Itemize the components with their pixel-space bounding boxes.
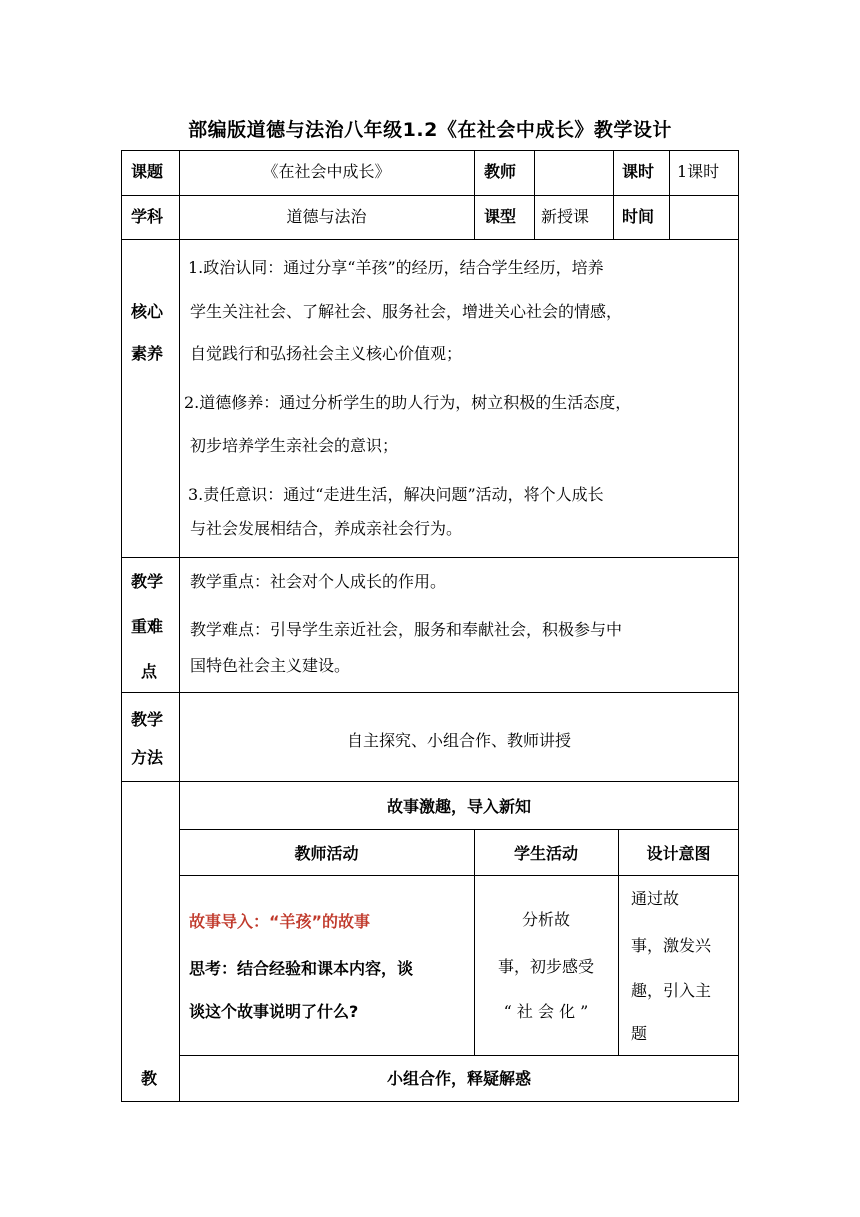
intent-line4: 题: [631, 1024, 648, 1043]
label-hours: 课时: [622, 162, 655, 181]
key-point: 教学重点：社会对个人成长的作用。: [190, 572, 447, 591]
student-line2: 事，初步感受: [497, 957, 594, 976]
intent-line3: 趣，引入主: [631, 981, 712, 1000]
label-topic: 课题: [131, 162, 164, 181]
label-method-1: 教学: [131, 710, 164, 729]
teacher-question-line1: 思考：结合经验和课本内容，谈: [189, 959, 414, 978]
label-method-2: 方法: [131, 748, 164, 767]
difficult-line1: 教学难点：引导学生亲近社会，服务和奉献社会，积极参与中: [190, 620, 623, 639]
label-subject: 学科: [131, 207, 164, 226]
core-p2-line2: 初步培养学生亲社会的意识；: [190, 436, 399, 455]
core-p2-line1: 2.道德修养：通过分析学生的助人行为，树立积极的生活态度，: [184, 393, 632, 412]
core-p1-line1: 1.政治认同：通过分享“羊孩”的经历，结合学生经历，培养: [188, 258, 604, 277]
core-p1-line3: 自觉践行和弘扬社会主义核心价值观；: [190, 344, 463, 363]
label-key-1: 教学: [131, 572, 164, 591]
label-teacher: 教师: [484, 162, 517, 181]
hours-value: 1课时: [677, 162, 720, 181]
core-p1-line2: 学生关注社会、了解社会、服务社会，增进关心社会的情感，: [190, 302, 623, 321]
col-teacher-activity: 教师活动: [294, 844, 359, 863]
core-p3-line2: 与社会发展相结合，养成亲社会行为。: [190, 519, 463, 538]
difficult-line2: 国特色社会主义建设。: [190, 656, 351, 675]
page-title: 部编版道德与法治八年级1.2《在社会中成长》教学设计: [188, 119, 672, 141]
teacher-question-line2: 谈这个故事说明了什么?: [189, 1002, 359, 1021]
section-2-heading: 小组合作，释疑解惑: [386, 1069, 531, 1088]
topic-value: 《在社会中成长》: [262, 162, 391, 181]
student-line1: 分析故: [521, 910, 570, 929]
method-value: 自主探究、小组合作、教师讲授: [346, 731, 571, 750]
col-student-activity: 学生活动: [513, 844, 578, 863]
label-core-1: 核心: [131, 302, 164, 321]
label-type: 课型: [484, 207, 517, 226]
label-core-2: 素养: [131, 344, 164, 363]
core-p3-line1: 3.责任意识：通过“走进生活，解决问题”活动，将个人成长: [188, 485, 604, 504]
col-design-intent: 设计意图: [646, 844, 711, 863]
subject-value: 道德与法治: [286, 207, 367, 226]
student-line3: “ 社 会 化 ”: [503, 1002, 589, 1021]
section-1-heading: 故事激趣，导入新知: [386, 797, 531, 816]
intent-line1: 通过故: [631, 889, 680, 908]
label-process: 教: [141, 1069, 158, 1088]
label-time: 时间: [622, 207, 655, 226]
teacher-story-intro: 故事导入：“羊孩”的故事: [189, 912, 371, 931]
label-key-2: 重难: [131, 617, 164, 636]
label-key-3: 点: [141, 662, 158, 681]
intent-line2: 事，激发兴: [631, 936, 712, 955]
type-value: 新授课: [541, 207, 590, 226]
